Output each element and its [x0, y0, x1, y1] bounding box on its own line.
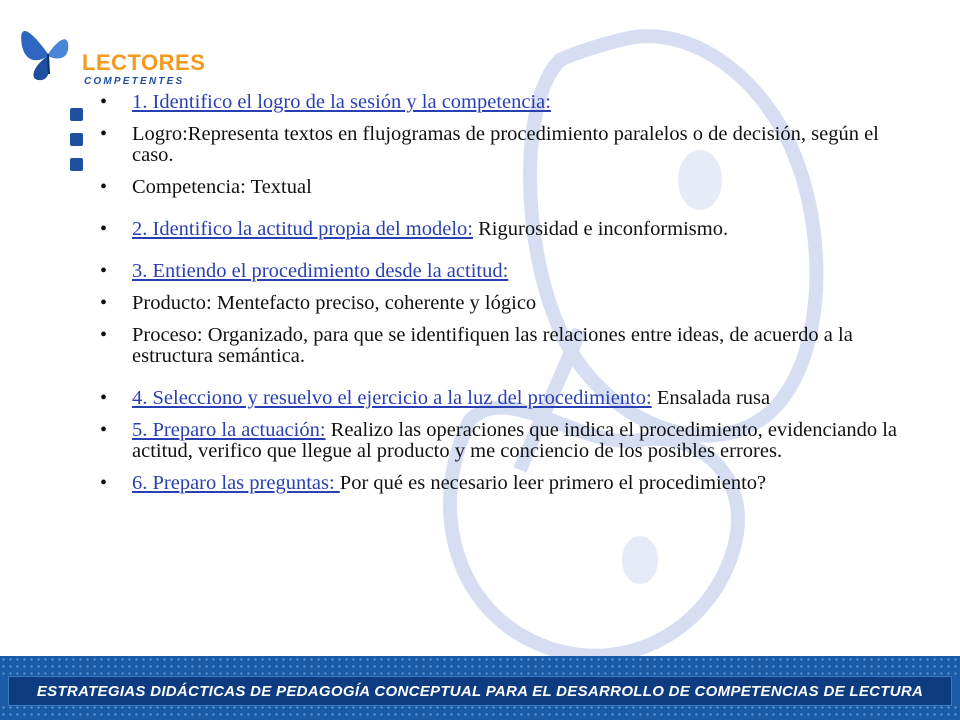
link-step-6[interactable]: 6. Preparo las preguntas:: [132, 472, 340, 494]
list-item: [98, 261, 898, 282]
logo-word: LECTORES: [82, 50, 206, 75]
logo: [18, 16, 206, 96]
item-text: Producto: Mentefacto preciso, coherente y lógico: [132, 292, 537, 314]
item-text: Competencia: Textual: [132, 176, 312, 198]
footer-dot-pattern: [0, 656, 960, 676]
list-item: [98, 219, 898, 240]
item-text: Ensalada rusa: [651, 387, 771, 409]
item-text: Por qué es necesario leer primero el procedimiento?: [339, 472, 767, 494]
bullet-list: [98, 92, 898, 494]
link-step-5[interactable]: 5. Preparo la actuación:: [132, 419, 326, 441]
footer-dot-pattern: [0, 704, 960, 720]
link-step-3[interactable]: 3. Entiendo el procedimiento desde la actitud:: [132, 260, 509, 282]
list-item: [98, 177, 898, 198]
butterfly-icon: [18, 16, 78, 86]
list-item: [98, 420, 898, 462]
list-item: [98, 325, 898, 367]
square-icon: [70, 108, 83, 121]
logo-subtitle: COMPETENTES: [84, 76, 185, 87]
slide-content: [98, 92, 898, 505]
link-step-2[interactable]: 2. Identifico la actitud propia del modelo:: [132, 218, 473, 240]
footer-bar: [8, 676, 952, 706]
footer-banner: [0, 656, 960, 720]
item-text: Realizo las operaciones que indica el procedimiento, evidenciando la actitud, verifico que llegue al producto y me conciencio de los posibles errores.: [132, 419, 898, 462]
list-item: [98, 92, 898, 113]
link-step-1[interactable]: 1. Identifico el logro de la sesión y la competencia:: [132, 91, 551, 113]
decorative-squares: [70, 108, 84, 183]
list-item: [98, 293, 898, 314]
list-item: [98, 124, 898, 166]
list-item: [98, 388, 898, 409]
square-icon: [70, 158, 83, 171]
item-text: Proceso: Organizado, para que se identifiquen las relaciones entre ideas, de acuerdo a la estructura semántica.: [132, 324, 853, 367]
list-item: [98, 473, 898, 494]
item-text: Logro:Representa textos en flujogramas de procedimiento paralelos o de decisión, según el caso.: [132, 123, 879, 166]
item-text: Rigurosidad e inconformismo.: [473, 218, 729, 240]
footer-title: ESTRATEGIAS DIDÁCTICAS DE PEDAGOGÍA CONCEPTUAL PARA EL DESARROLLO DE COMPETENCIAS DE LECTURA: [36, 682, 924, 700]
square-icon: [70, 133, 83, 146]
link-step-4[interactable]: 4. Selecciono y resuelvo el ejercicio a la luz del procedimiento:: [132, 387, 652, 409]
